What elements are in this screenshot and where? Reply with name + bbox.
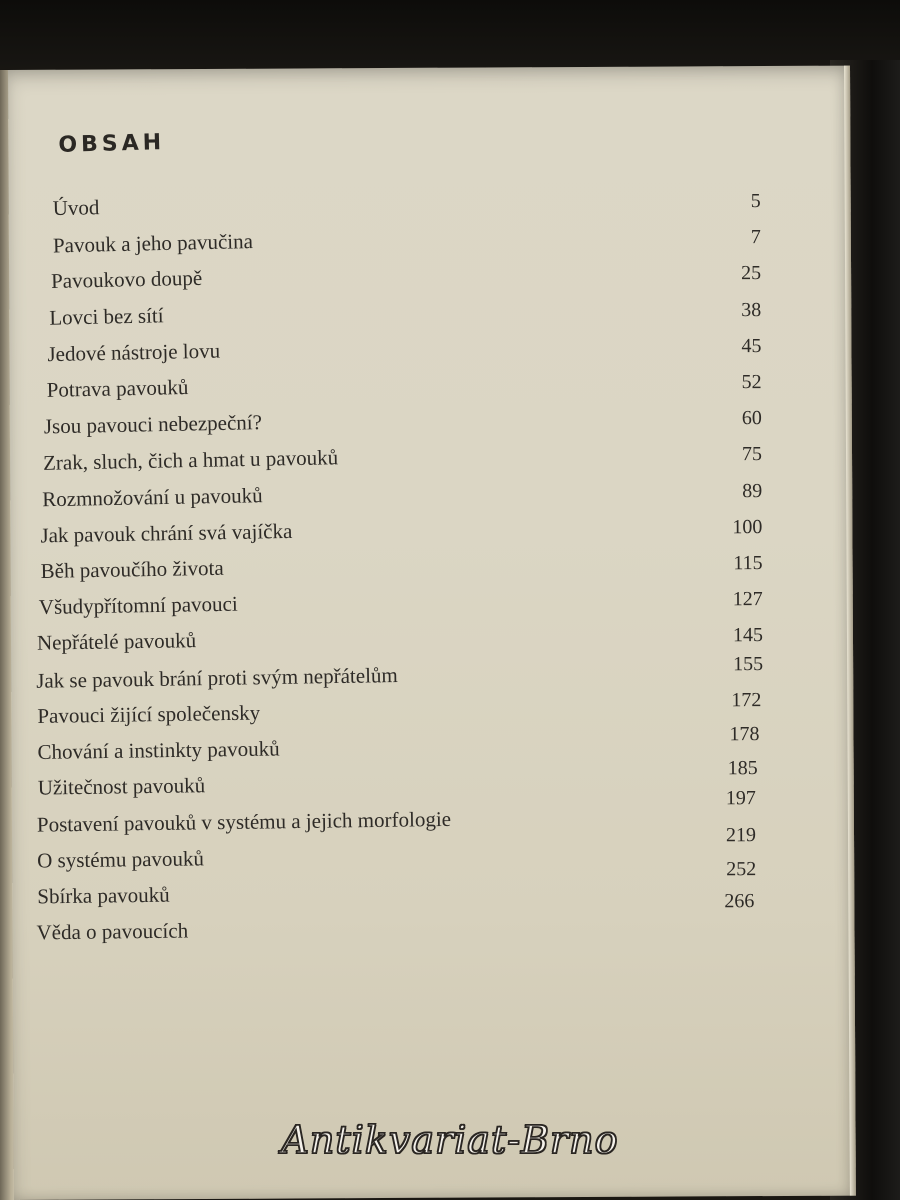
toc-entry-page: 7 <box>750 226 761 249</box>
toc-entry <box>10 409 852 443</box>
toc-entry-title: O systému pavouků <box>36 845 205 873</box>
toc-entry-page: 5 <box>750 190 761 213</box>
toc-entry-title: Pavouci žijící společensky <box>37 700 261 728</box>
toc-entry-page: 185 <box>727 757 758 780</box>
toc-entry <box>9 228 851 262</box>
toc-entry <box>9 264 851 298</box>
toc-entry-title: Jak pavouk chrání svá vajíčka <box>40 518 293 548</box>
toc-entry-page: 60 <box>741 407 762 430</box>
book-page <box>8 66 856 1200</box>
toc-entry-title: Pavouk a jeho pavučina <box>52 229 254 258</box>
toc-entry-page: 45 <box>741 334 762 357</box>
table-of-contents <box>8 66 855 1070</box>
toc-entry <box>11 554 853 588</box>
toc-entry-title: Věda o pavoucích <box>36 918 189 945</box>
toc-entry <box>10 445 852 479</box>
toc-entry-title: Jsou pavouci nebezpeční? <box>43 410 263 439</box>
toc-entry-title: Běh pavoučího života <box>40 555 224 583</box>
toc-entry-title: Rozmnožování u pavouků <box>42 482 263 511</box>
toc-entry-page: 52 <box>741 371 762 394</box>
toc-entry-page: 197 <box>725 787 756 810</box>
toc-entry-title: Zrak, sluch, čich a hmat u pavouků <box>42 445 339 476</box>
toc-entry-title: Pavoukovo doupě <box>50 266 203 294</box>
toc-entry-page: 219 <box>725 823 757 846</box>
toc-entry-title: Potrava pavouků <box>46 375 189 402</box>
toc-entry <box>9 336 851 370</box>
toc-entry-title: Užitečnost pavouků <box>37 773 206 800</box>
toc-entry-title: Nepřátelé pavouků <box>36 628 197 656</box>
toc-entry-title: Úvod <box>52 195 100 221</box>
watermark-logo: Antikvariat-Brno <box>281 1118 619 1162</box>
toc-entry-title: Jak se pavouk brání proti svým nepřátelům <box>36 662 398 693</box>
toc-entry-page: 266 <box>724 890 755 913</box>
toc-entry-title: Lovci bez sítí <box>49 302 164 330</box>
toc-entry-page: 38 <box>741 298 762 321</box>
toc-entry-title: Postavení pavouků v systému a jejich morfologie <box>36 807 452 838</box>
toc-entry <box>11 590 853 624</box>
toc-entry <box>10 481 852 515</box>
toc-entry <box>9 300 851 334</box>
toc-entry-page: 252 <box>726 857 757 881</box>
toc-entry-page: 172 <box>731 688 762 712</box>
toc-entry-page: 115 <box>733 552 763 575</box>
toc-entry-title: Všudypřítomní pavouci <box>38 591 238 620</box>
toc-entry <box>10 517 852 551</box>
toc-entry-page: 89 <box>742 479 763 502</box>
toc-entry-page: 155 <box>733 652 764 675</box>
toc-entry-page: 178 <box>729 723 760 746</box>
toc-entry-page: 100 <box>732 515 763 539</box>
toc-entry <box>10 373 852 407</box>
toc-entry-page: 75 <box>741 443 763 466</box>
toc-entry-title: Jedové nástroje lovu <box>47 338 221 366</box>
toc-entry-page: 127 <box>732 588 763 611</box>
toc-entry-title: Sbírka pavouků <box>37 882 170 909</box>
toc-entry-title: Chování a instinkty pavouků <box>37 736 280 765</box>
toc-entry-page: 145 <box>732 624 764 647</box>
toc-entry <box>9 192 851 226</box>
page-heading: OBSAH <box>58 130 166 158</box>
toc-entry-page: 25 <box>741 262 762 285</box>
